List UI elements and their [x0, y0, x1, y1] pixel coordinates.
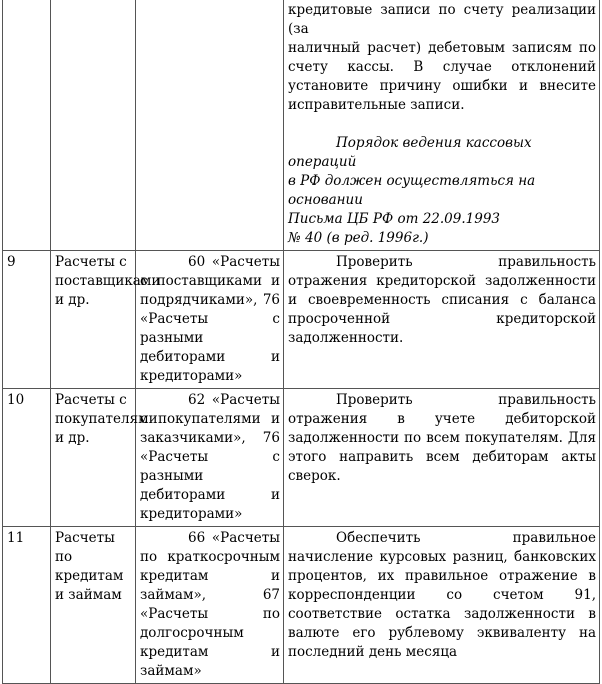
note-line: Письма ЦБ РФ от 22.09.1993: [288, 211, 500, 227]
action-line: кредитовые записи по счету реализации (за: [288, 2, 596, 37]
table-row: [3, 527, 600, 684]
row-accounts: 60 «Расчеты с поставщиками и подрядчиками», 76 «Расчеты с разными дебиторами и кредиторами»: [136, 251, 284, 389]
row-action: Обеспечить правильное начисление курсовых разниц, банковских процентов, их правильное отражение в корреспонденции со счетом 91, соответствие остатка задолженности в валюте его рублевому эквиваленту на последний день месяца: [284, 527, 600, 684]
row-accounts: 62 «Расчеты с покупателями и заказчиками», 76 «Расчеты с разными дебиторами и кредиторами»: [136, 389, 284, 527]
note-line: в РФ должен осуществляться на основании: [288, 173, 536, 208]
row-name: Расчеты по кредитам и займам: [51, 527, 136, 684]
row-action: Проверить правильность отражения кредиторской задолженности и своевременность списания с баланса просроченной кредиторской задолженности.: [284, 251, 600, 389]
row-action: [284, 0, 600, 251]
table-row: [3, 389, 600, 527]
action-line: счету кассы. В случае отклонений: [288, 59, 596, 75]
row-accounts: [136, 0, 284, 251]
table-row: [3, 251, 600, 389]
row-number: 9: [3, 251, 51, 389]
note-line: Порядок ведения кассовых операций: [288, 135, 532, 170]
action-line: установите причину ошибки и внесите: [288, 78, 596, 94]
audit-table: [2, 0, 600, 684]
table-row: [3, 0, 600, 251]
action-line: исправительные записи.: [288, 97, 465, 113]
row-number: 10: [3, 389, 51, 527]
row-name: Расчеты с поставщиками и др.: [51, 251, 136, 389]
action-line: наличный расчет) дебетовым записям по: [288, 40, 596, 56]
row-number: [3, 0, 51, 251]
row-accounts: 66 «Расчеты по краткосрочным кредитам и займам», 67 «Расчеты по долгосрочным кредитам и займам»: [136, 527, 284, 684]
row-name: [51, 0, 136, 251]
row-action: Проверить правильность отражения в учете дебиторской задолженности по всем покупателям. Для этого направить всем дебиторам акты сверок.: [284, 389, 600, 527]
row-number: 11: [3, 527, 51, 684]
note-line: № 40 (в ред. 1996г.): [288, 230, 429, 246]
row-name: Расчеты с покупателями и др.: [51, 389, 136, 527]
